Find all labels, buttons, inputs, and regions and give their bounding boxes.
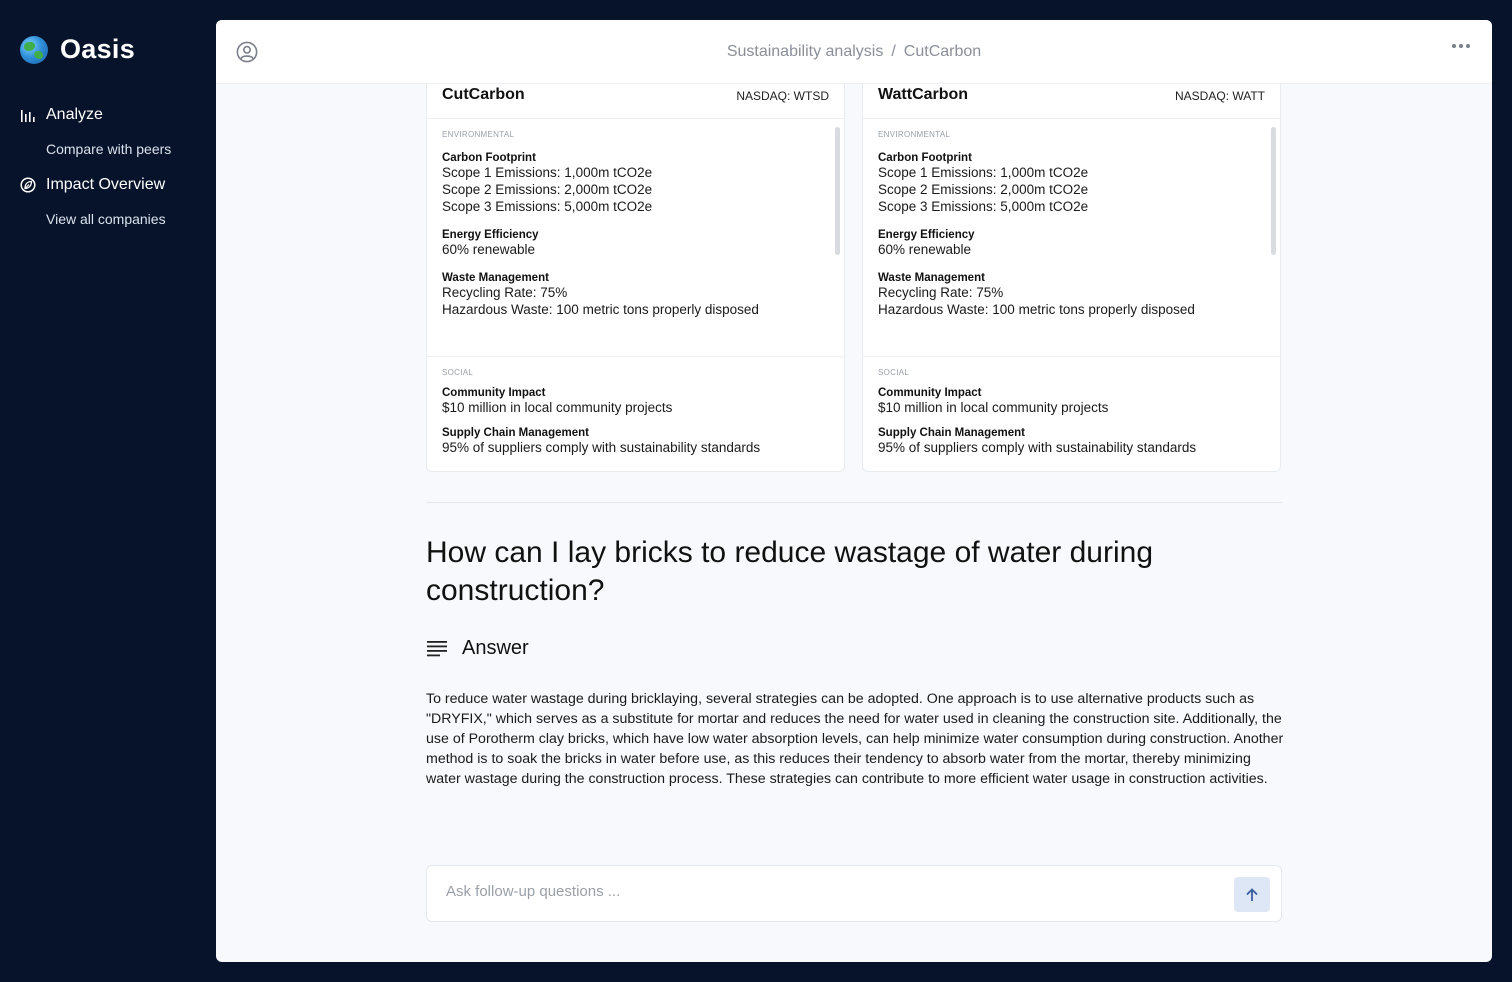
company-card-cutcarbon xyxy=(426,84,845,472)
sidebar-subitem-view-all-companies[interactable]: View all companies xyxy=(46,211,166,227)
metric-title: Community Impact xyxy=(442,387,546,399)
question-heading: How can I lay bricks to reduce wastage of water during construction? xyxy=(426,536,1154,607)
metric-title: Energy Efficiency xyxy=(878,229,975,241)
metric-value: Scope 1 Emissions: 1,000m tCO2e xyxy=(442,165,653,180)
sidebar-item-label: Impact Overview xyxy=(46,176,166,193)
social-section xyxy=(878,368,1265,456)
metric-value: Scope 2 Emissions: 2,000m tCO2e xyxy=(878,182,1089,197)
metric-title: Waste Management xyxy=(878,272,985,284)
metric-value: Scope 1 Emissions: 1,000m tCO2e xyxy=(878,165,1089,180)
metric-title: Energy Efficiency xyxy=(442,229,539,241)
metric-value: $10 million in local community projects xyxy=(878,400,1109,415)
sidebar-item-impact-overview[interactable] xyxy=(20,176,165,194)
send-button[interactable] xyxy=(1234,877,1270,912)
environmental-section xyxy=(878,130,1265,318)
main-panel xyxy=(216,20,1492,962)
metric-title: Carbon Footprint xyxy=(878,152,972,164)
metric-title: Supply Chain Management xyxy=(878,427,1025,439)
section-label: SOCIAL xyxy=(442,368,474,377)
leaf-circle-icon xyxy=(20,177,36,193)
environmental-section xyxy=(442,130,829,318)
metric-title: Community Impact xyxy=(878,387,982,399)
company-ticker: NASDAQ: WATT xyxy=(1175,89,1265,103)
arrow-up-icon xyxy=(1245,888,1259,902)
bar-chart-icon xyxy=(20,107,36,123)
section-divider xyxy=(863,356,1280,357)
more-options-icon[interactable] xyxy=(1452,44,1470,48)
scrollbar[interactable] xyxy=(835,127,840,255)
metric-value: Scope 3 Emissions: 5,000m tCO2e xyxy=(878,199,1089,214)
metric-title: Carbon Footprint xyxy=(442,152,536,164)
sidebar-item-label: Analyze xyxy=(46,106,103,123)
company-ticker: NASDAQ: WTSD xyxy=(736,89,829,103)
text-lines-icon xyxy=(426,640,448,658)
metric-value: Scope 2 Emissions: 2,000m tCO2e xyxy=(442,182,653,197)
brand[interactable] xyxy=(20,34,135,65)
globe-icon xyxy=(20,36,48,64)
metric-title: Waste Management xyxy=(442,272,549,284)
sidebar-subitem-compare-peers[interactable]: Compare with peers xyxy=(46,141,172,157)
company-name: CutCarbon xyxy=(442,86,525,103)
breadcrumb-separator: / xyxy=(891,43,896,60)
followup-input[interactable] xyxy=(446,883,1216,900)
section-label: ENVIRONMENTAL xyxy=(878,130,951,139)
metric-value: 60% renewable xyxy=(442,242,536,257)
content-divider xyxy=(426,502,1282,503)
brand-name: Oasis xyxy=(60,34,136,64)
breadcrumb xyxy=(216,43,1492,61)
section-divider xyxy=(427,356,844,357)
scrollbar[interactable] xyxy=(1271,127,1276,255)
metric-value: Hazardous Waste: 100 metric tons properly disposed xyxy=(878,302,1195,317)
metric-value: 60% renewable xyxy=(878,242,972,257)
card-header xyxy=(863,84,1280,119)
section-label: ENVIRONMENTAL xyxy=(442,130,515,139)
company-name: WattCarbon xyxy=(878,86,969,103)
breadcrumb-item-sustainability-analysis[interactable]: Sustainability analysis xyxy=(726,43,884,60)
answer-label: Answer xyxy=(462,637,529,659)
top-bar xyxy=(216,20,1492,84)
metric-value: $10 million in local community projects xyxy=(442,400,673,415)
metric-title: Supply Chain Management xyxy=(442,427,589,439)
metric-value: Recycling Rate: 75% xyxy=(442,285,568,300)
sidebar xyxy=(0,0,216,982)
answer-header xyxy=(426,637,529,660)
metric-value: 95% of suppliers comply with sustainability standards xyxy=(442,440,761,455)
metric-value: Scope 3 Emissions: 5,000m tCO2e xyxy=(442,199,653,214)
sidebar-item-analyze[interactable] xyxy=(20,106,103,124)
breadcrumb-item-current: CutCarbon xyxy=(903,43,982,60)
social-section xyxy=(442,368,829,456)
section-label: SOCIAL xyxy=(878,368,910,377)
followup-box xyxy=(426,865,1282,922)
answer-text: To reduce water wastage during bricklaying, several strategies can be adopted. One approach is to use alternative products such as "DRYFIX," which serves as a substitute for mortar and reduces the need for water used in cleaning the construction site. Additionally, the use of Porotherm clay bricks, which have low water absorption levels, can help minimize water consumption during construction. Another method is to soak the bricks in water before use, as this reduces their tendency to absorb water from the mortar, thereby minimizing water wastage during the construction process. These strategies can contribute to more efficient water usage in construction activities. xyxy=(426,691,1284,787)
metric-value: 95% of suppliers comply with sustainability standards xyxy=(878,440,1197,455)
metric-value: Hazardous Waste: 100 metric tons properly disposed xyxy=(442,302,759,317)
metric-value: Recycling Rate: 75% xyxy=(878,285,1004,300)
company-card-wattcarbon xyxy=(862,84,1281,472)
card-header xyxy=(427,84,844,119)
